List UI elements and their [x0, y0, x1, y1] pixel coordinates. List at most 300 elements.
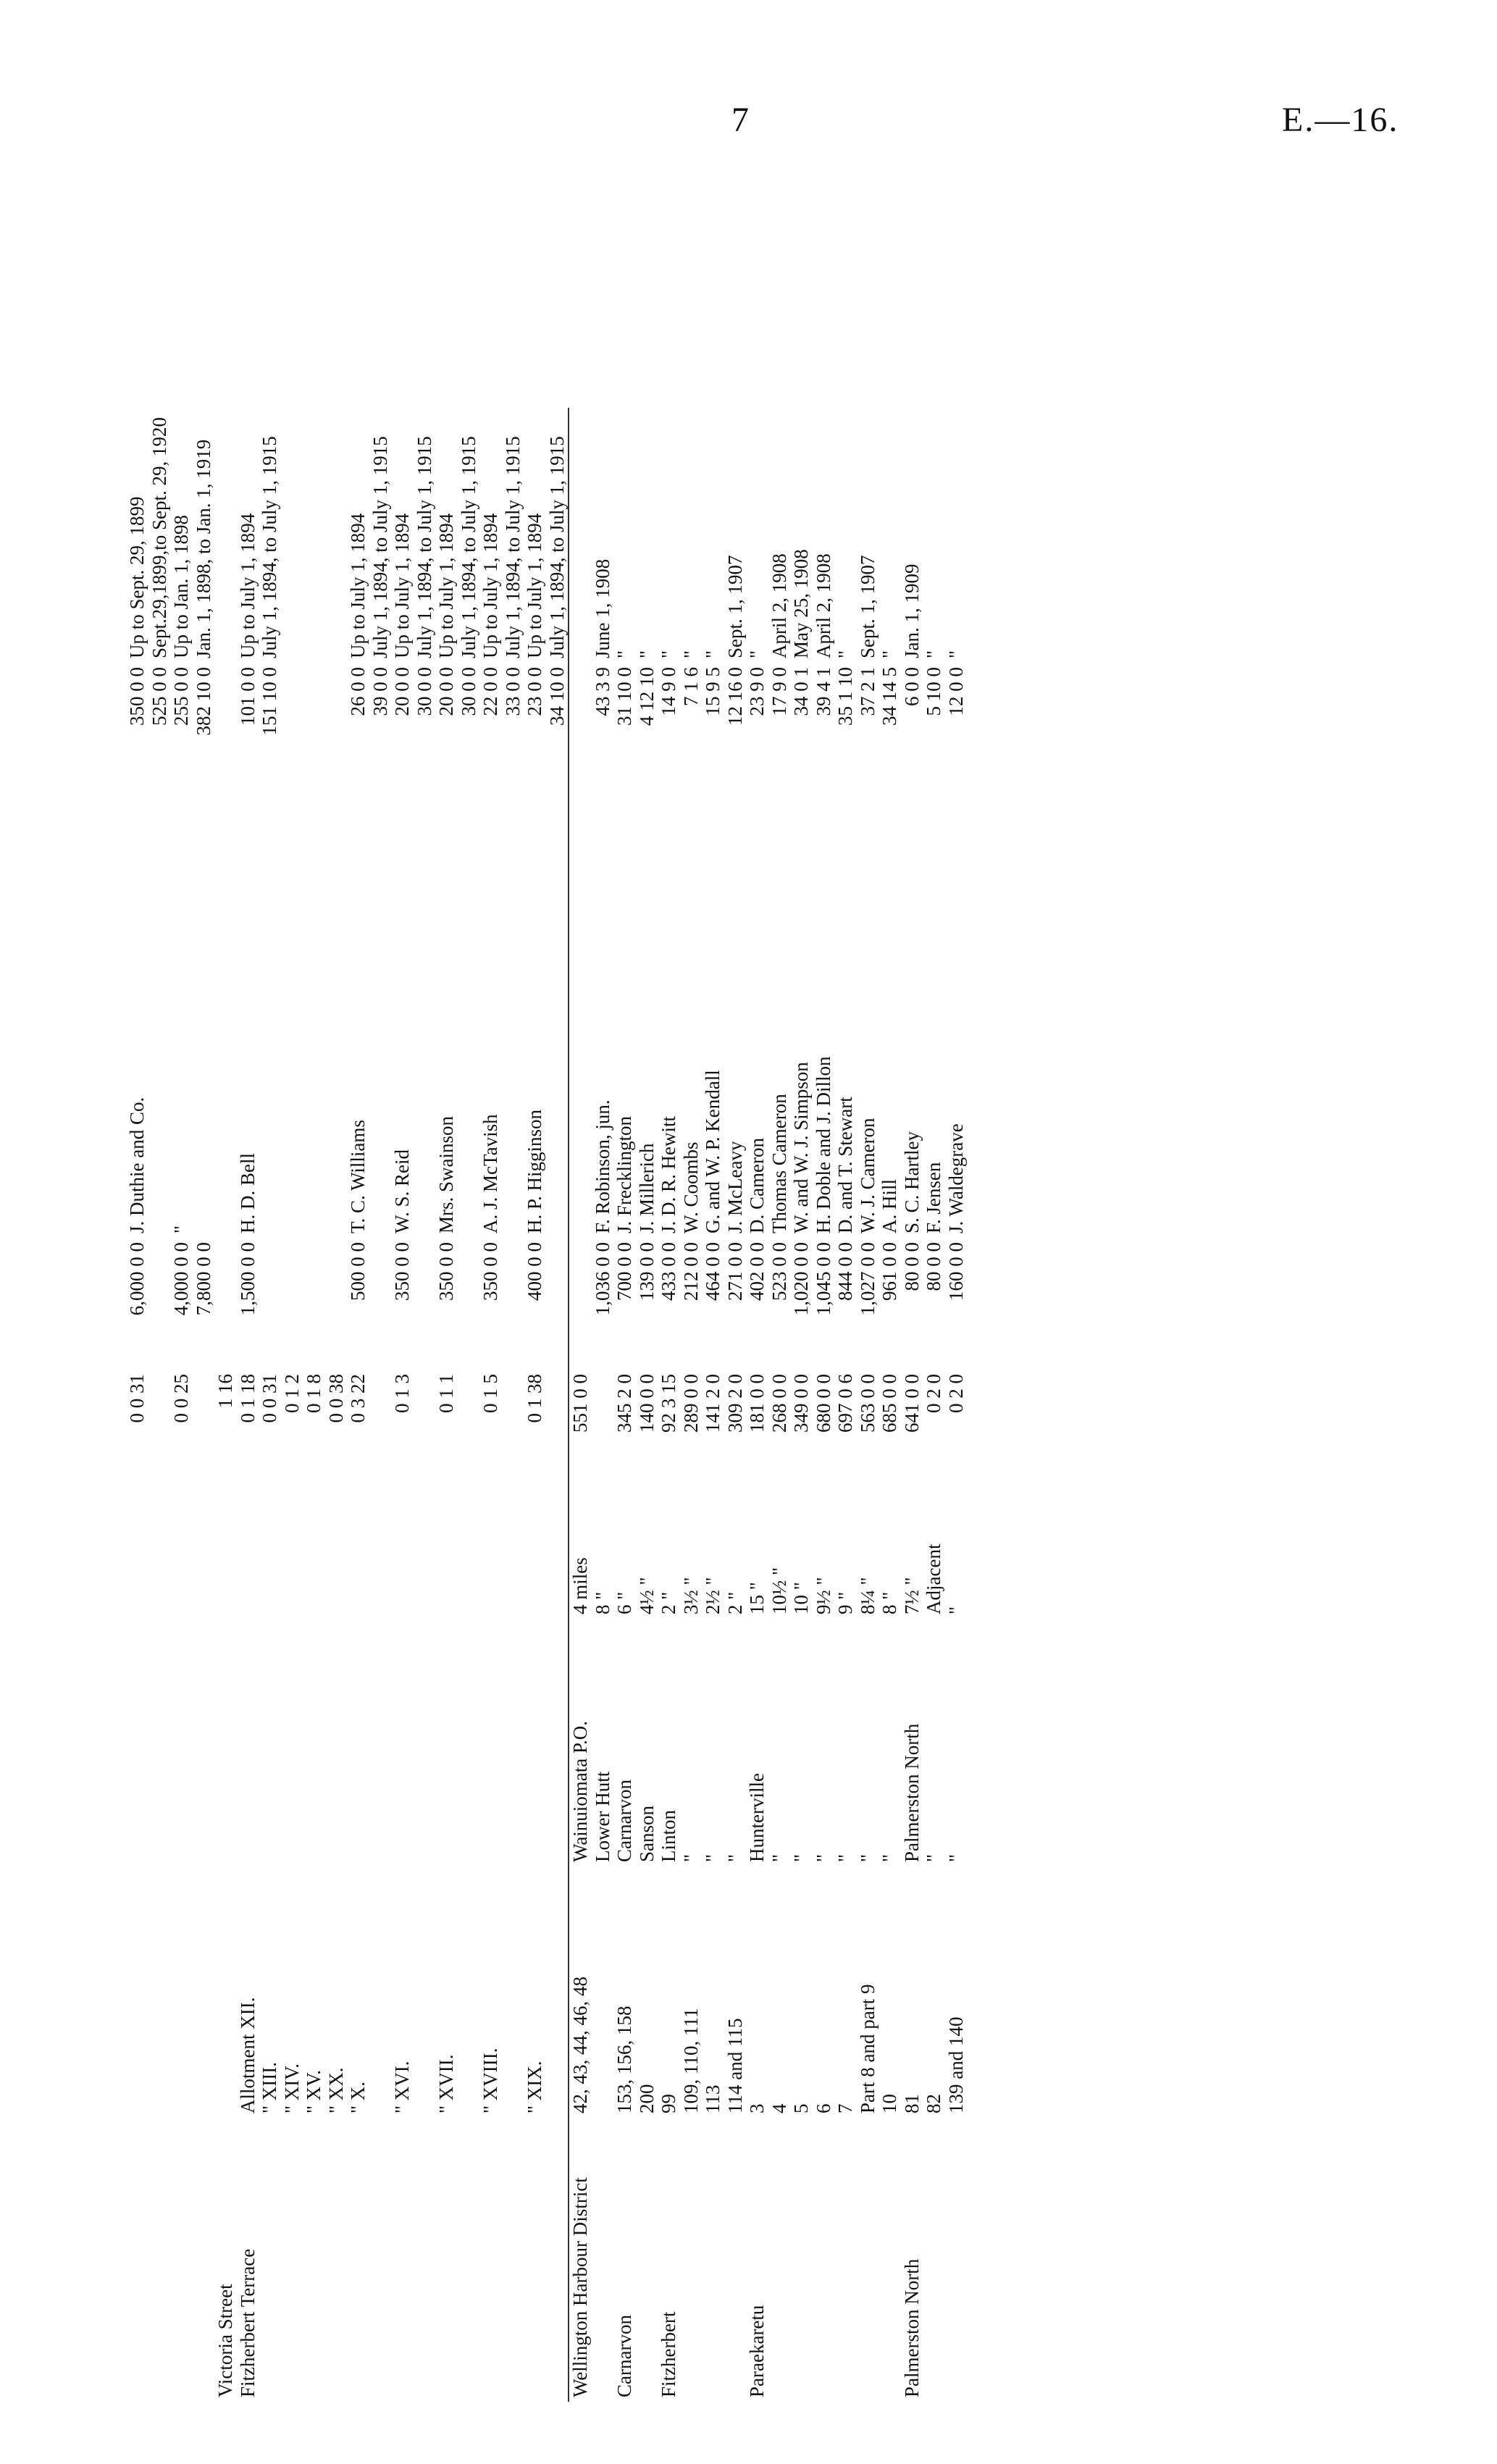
- section-cell: 5: [790, 2103, 812, 2113]
- nearest-town-cell: ": [768, 1853, 790, 1862]
- lessee-cell: J. Frecklington: [613, 1116, 635, 1233]
- distance-cell: 7½ ": [900, 1577, 923, 1614]
- distance-cell: [325, 1501, 348, 1619]
- location-cell: [479, 2118, 502, 2402]
- distance-cell: 2 ": [724, 1591, 746, 1614]
- distance-cell: [259, 1501, 281, 1619]
- distance-cell: [479, 1501, 502, 1619]
- nearest-town-cell: [502, 1619, 524, 1866]
- section-cell: " XIV.: [280, 2063, 303, 2113]
- lessee-cell: [148, 787, 171, 1238]
- nearest-town-cell: Hunterville: [746, 1773, 768, 1862]
- nearest-town-cell: Linton: [658, 1810, 679, 1862]
- value-cell: 1,027 0 0: [856, 1242, 879, 1316]
- table-row: [813, 408, 835, 2402]
- location-cell: [524, 2118, 546, 2402]
- nearest-town-cell: ": [944, 1853, 967, 1862]
- location-cell: Fitzherbert Terrace: [236, 2248, 259, 2397]
- distance-cell: [435, 1501, 458, 1619]
- area-cell: [414, 1370, 436, 1501]
- term-cell: Up to Sept. 29, 1899: [126, 496, 148, 658]
- value-cell: [259, 1238, 281, 1370]
- area-cell: 0 1 38: [524, 1374, 545, 1423]
- value-cell: 400 0 0: [524, 1242, 545, 1301]
- term-cell: July 1, 1894, to July 1, 1915: [457, 436, 479, 658]
- value-cell: [414, 1238, 436, 1370]
- nearest-town-cell: [325, 1619, 348, 1866]
- nearest-town-cell: [347, 1619, 369, 1866]
- distance-cell: [281, 1501, 303, 1619]
- value-cell: [148, 1238, 171, 1370]
- lessee-cell: J. Millerich: [635, 1143, 658, 1233]
- rent-cell: 22 0 0: [479, 667, 501, 716]
- area-cell: 349 0 0: [790, 1374, 812, 1433]
- section-cell: " XVI.: [391, 2061, 413, 2113]
- area-cell: 0 0 31: [126, 1374, 148, 1423]
- lessee-cell: H. D. Bell: [236, 1153, 259, 1233]
- lessee-cell: F. Jensen: [923, 1162, 944, 1233]
- value-cell: [325, 1238, 348, 1370]
- value-cell: 1,036 0 0: [591, 1242, 613, 1316]
- table-row: [479, 408, 502, 2402]
- distance-cell: [303, 1501, 325, 1619]
- lessee-cell: [369, 787, 392, 1238]
- location-cell: [546, 2118, 569, 2402]
- value-cell: 402 0 0: [746, 1242, 768, 1301]
- table-row: [325, 408, 348, 2402]
- section-cell: [414, 1866, 436, 2118]
- term-cell: ": [746, 650, 768, 658]
- location-cell: [879, 2118, 901, 2402]
- section-cell: [592, 1866, 614, 2118]
- distance-cell: 8 ": [591, 1591, 613, 1614]
- area-cell: [193, 1370, 215, 1501]
- value-cell: [369, 1238, 392, 1370]
- distance-cell: 9 ": [834, 1591, 856, 1614]
- table-row: [347, 408, 369, 2402]
- distance-cell: [369, 1501, 392, 1619]
- table-row: [502, 408, 524, 2402]
- rent-cell: 151 10 0: [259, 667, 280, 736]
- rent-cell: 4 12 10: [635, 667, 658, 726]
- rent-cell: 39 4 1: [812, 667, 834, 716]
- term-cell: ": [613, 650, 635, 658]
- area-cell: 289 0 0: [679, 1374, 702, 1433]
- lessee-cell: A. Hill: [879, 1178, 900, 1233]
- rent-cell: 35 1 10: [834, 667, 856, 726]
- section-cell: Part 8 and part 9: [856, 1984, 879, 2113]
- term-cell: ": [658, 650, 679, 658]
- table-row: [148, 408, 171, 2402]
- distance-cell: [193, 1501, 215, 1619]
- area-cell: 685 0 0: [879, 1374, 900, 1433]
- term-cell: Up to July 1, 1894: [524, 513, 545, 658]
- location-cell: [592, 2118, 614, 2402]
- area-cell: [502, 1370, 524, 1501]
- distance-cell: [347, 1501, 369, 1619]
- section-cell: [148, 1866, 171, 2118]
- area-cell: 0 1 5: [479, 1374, 501, 1413]
- lessee-cell: W. S. Reid: [391, 1149, 413, 1233]
- value-cell: 1,020 0 0: [790, 1242, 812, 1316]
- value-cell: [546, 1238, 569, 1370]
- term-cell: ": [702, 650, 724, 658]
- nearest-town-cell: ": [923, 1853, 944, 1862]
- lessee-cell: ": [170, 1225, 192, 1233]
- location-cell: [724, 2118, 747, 2402]
- nearest-town-cell: Sanson: [635, 1805, 658, 1862]
- value-cell: [569, 1238, 592, 1370]
- area-cell: [369, 1370, 392, 1501]
- rent-cell: 5 10 0: [923, 667, 944, 716]
- nearest-town-cell: Carnarvon: [613, 1780, 635, 1862]
- table-row: [126, 408, 148, 2402]
- lessee-cell: A. J. McTavish: [479, 1114, 501, 1233]
- distance-cell: Adjacent: [923, 1543, 944, 1614]
- table-row: [569, 408, 592, 2402]
- nearest-town-cell: [126, 1619, 148, 1866]
- nearest-town-cell: [414, 1619, 436, 1866]
- location-cell: [923, 2118, 945, 2402]
- area-cell: 641 0 0: [900, 1374, 923, 1433]
- rent-cell: [214, 663, 237, 787]
- nearest-town-cell: [281, 1619, 303, 1866]
- area-cell: 181 0 0: [746, 1374, 768, 1433]
- rent-cell: 20 0 0: [391, 667, 413, 716]
- value-cell: 523 0 0: [768, 1242, 790, 1301]
- lessee-cell: Thomas Cameron: [768, 1094, 790, 1233]
- nearest-town-cell: [259, 1619, 281, 1866]
- lessee-cell: [546, 787, 569, 1238]
- distance-cell: [148, 1501, 171, 1619]
- area-cell: 0 0 25: [170, 1374, 192, 1423]
- section-cell: 42, 43, 44, 46, 48: [569, 1866, 592, 2118]
- rent-cell: 23 0 0: [524, 667, 545, 716]
- term-cell: April 2, 1908: [812, 553, 834, 658]
- rent-cell: [303, 663, 325, 787]
- term-cell: May 25, 1908: [790, 549, 812, 658]
- section-cell: " XVIII.: [479, 2048, 501, 2113]
- nearest-town-cell: [170, 1619, 193, 1866]
- area-cell: 345 2 0: [613, 1374, 635, 1433]
- value-cell: 844 0 0: [834, 1242, 856, 1301]
- table-row: [414, 408, 436, 2402]
- table-row: [658, 408, 680, 2402]
- section-cell: 82: [923, 2094, 944, 2113]
- section-cell: 81: [900, 2094, 923, 2113]
- area-cell: 309 2 0: [724, 1374, 746, 1433]
- table-row: [391, 408, 414, 2402]
- section-cell: [458, 1866, 480, 2118]
- area-cell: 92 3 15: [658, 1374, 679, 1433]
- area-cell: 0 1 18: [236, 1374, 259, 1423]
- table-row: [193, 408, 215, 2402]
- term-cell: Sept. 1, 1907: [856, 555, 879, 658]
- rent-cell: 30 0 0: [413, 667, 435, 716]
- area-cell: 1 16: [214, 1374, 236, 1409]
- term-cell: June 1, 1908: [591, 558, 613, 658]
- distance-cell: [170, 1501, 193, 1619]
- term-cell: [281, 408, 303, 663]
- distance-cell: 8 ": [879, 1591, 900, 1614]
- table-row: [901, 408, 923, 2402]
- area-cell: 0 1 8: [303, 1374, 324, 1413]
- nearest-town-cell: ": [679, 1853, 702, 1862]
- table-row: [237, 408, 259, 2402]
- section-cell: [126, 1866, 148, 2118]
- section-cell: " X.: [347, 2081, 369, 2113]
- distance-cell: [502, 1501, 524, 1619]
- distance-cell: ": [944, 1606, 967, 1614]
- table-row: [702, 408, 724, 2402]
- area-cell: [592, 1370, 614, 1501]
- lessee-cell: [414, 787, 436, 1238]
- rent-cell: 34 10 0: [545, 667, 568, 726]
- table-row: [592, 408, 614, 2402]
- distance-cell: 2½ ": [702, 1577, 724, 1614]
- lessee-cell: F. Robinson, jun.: [591, 1099, 613, 1233]
- section-cell: [502, 1866, 524, 2118]
- nearest-town-cell: ": [724, 1853, 746, 1862]
- section-cell: Allotment XII.: [236, 1997, 259, 2113]
- table-row: [636, 408, 658, 2402]
- value-cell: 350 0 0: [435, 1242, 457, 1301]
- section-cell: [170, 1866, 193, 2118]
- rent-cell: 20 0 0: [435, 667, 457, 716]
- value-cell: 80 0 0: [900, 1242, 923, 1291]
- term-cell: [569, 408, 592, 663]
- term-cell: July 1, 1894, to July 1, 1915: [259, 436, 280, 658]
- lessee-cell: J. Waldegrave: [944, 1123, 967, 1233]
- rent-cell: [325, 663, 348, 787]
- value-cell: 433 0 0: [658, 1242, 679, 1301]
- section-cell: [546, 1866, 569, 2118]
- term-cell: ": [679, 650, 702, 658]
- lessee-cell: [193, 787, 215, 1238]
- table-row: [214, 408, 237, 2402]
- term-cell: Up to July 1, 1894: [435, 513, 457, 658]
- section-cell: " XIII.: [259, 2062, 280, 2113]
- value-cell: [214, 1238, 237, 1370]
- lessee-cell: H. P. Higginson: [524, 1109, 545, 1233]
- distance-cell: [237, 1501, 259, 1619]
- term-cell: [214, 408, 237, 663]
- rent-cell: 12 16 0: [724, 667, 746, 726]
- section-cell: 6: [812, 2103, 834, 2113]
- nearest-town-cell: ": [790, 1853, 812, 1862]
- nearest-town-cell: Wainuiomata P.O.: [569, 1619, 592, 1866]
- location-cell: [281, 2118, 303, 2402]
- area-cell: [458, 1370, 480, 1501]
- location-cell: [435, 2118, 458, 2402]
- term-cell: Sept.29,1899,to Sept. 29, 1920: [148, 416, 170, 658]
- location-cell: Paraekaretu: [746, 2305, 768, 2397]
- lessee-cell: S. C. Hartley: [900, 1131, 923, 1233]
- table-row: [879, 408, 901, 2402]
- value-cell: 1,045 0 0: [812, 1242, 834, 1316]
- nearest-town-cell: [303, 1619, 325, 1866]
- location-cell: Victoria Street: [214, 2284, 236, 2397]
- area-cell: 680 0 0: [812, 1374, 834, 1433]
- term-cell: ": [923, 650, 944, 658]
- location-cell: [857, 2118, 879, 2402]
- value-cell: [281, 1238, 303, 1370]
- section-cell: 3: [746, 2103, 768, 2113]
- distance-cell: 4½ ": [635, 1577, 658, 1614]
- value-cell: 6,000 0 0: [126, 1242, 148, 1316]
- term-cell: July 1, 1894, to July 1, 1915: [545, 436, 568, 658]
- location-cell: [458, 2118, 480, 2402]
- area-cell: 0 2 0: [944, 1374, 967, 1413]
- rent-cell: 14 9 0: [658, 667, 679, 716]
- distance-cell: 15 ": [746, 1582, 768, 1614]
- nearest-town-cell: Lower Hutt: [591, 1771, 613, 1862]
- lessee-cell: W. J. Cameron: [856, 1118, 879, 1233]
- rent-cell: 34 14 5: [879, 667, 900, 726]
- nearest-town-cell: [214, 1619, 237, 1866]
- location-cell: [945, 2118, 968, 2402]
- lessee-cell: [325, 787, 348, 1238]
- lessee-cell: H. Doble and J. Dillon: [812, 1056, 834, 1233]
- location-cell: Fitzherbert: [658, 2311, 679, 2397]
- table-row: [303, 408, 325, 2402]
- table-row: [923, 408, 945, 2402]
- area-cell: [546, 1370, 569, 1501]
- nearest-town-cell: [479, 1619, 502, 1866]
- table-row: [680, 408, 703, 2402]
- distance-cell: [414, 1501, 436, 1619]
- distance-cell: [391, 1501, 414, 1619]
- area-cell: 268 0 0: [768, 1374, 790, 1433]
- lessee-cell: J. D. R. Hewitt: [658, 1116, 679, 1233]
- location-cell: [702, 2118, 724, 2402]
- section-cell: 139 and 140: [944, 2016, 967, 2113]
- nearest-town-cell: [148, 1619, 171, 1866]
- rent-cell: 255 0 0: [170, 667, 192, 726]
- section-cell: 153, 156, 158: [613, 2006, 635, 2113]
- location-cell: [259, 2118, 281, 2402]
- table-row: [524, 408, 546, 2402]
- location-cell: [170, 2118, 193, 2402]
- location-cell: [834, 2118, 857, 2402]
- value-cell: 1,500 0 0: [236, 1242, 259, 1316]
- table-row: [259, 408, 281, 2402]
- location-cell: [369, 2118, 392, 2402]
- area-cell: 0 3 22: [347, 1374, 369, 1423]
- area-cell: 140 0 0: [635, 1374, 658, 1433]
- term-cell: ": [635, 650, 658, 658]
- value-cell: 500 0 0: [347, 1242, 369, 1301]
- nearest-town-cell: [391, 1619, 414, 1866]
- location-cell: [414, 2118, 436, 2402]
- lessee-cell: G. and W. P. Kendall: [702, 1070, 724, 1233]
- term-cell: Up to July 1, 1894: [479, 513, 501, 658]
- term-cell: Sept. 1, 1907: [724, 555, 746, 658]
- area-cell: 551 0 0: [569, 1370, 592, 1501]
- location-cell: Palmerston North: [900, 2258, 923, 2397]
- lease-table-body: [126, 408, 967, 2402]
- table-row: [790, 408, 813, 2402]
- area-cell: 141 2 0: [702, 1374, 724, 1433]
- section-cell: 7: [834, 2103, 856, 2113]
- table-row: [281, 408, 303, 2402]
- rent-cell: 34 0 1: [790, 667, 812, 716]
- rent-cell: 26 0 0: [347, 667, 369, 716]
- table-row: [768, 408, 791, 2402]
- distance-cell: [546, 1501, 569, 1619]
- table-row: [369, 408, 392, 2402]
- distance-cell: 8¼ ": [856, 1577, 879, 1614]
- rent-cell: 43 3 9: [591, 667, 613, 716]
- table-row: [945, 408, 968, 2402]
- section-cell: 114 and 115: [724, 2018, 746, 2113]
- rent-cell: 350 0 0: [126, 667, 148, 726]
- section-cell: 200: [635, 2084, 658, 2113]
- nearest-town-cell: [524, 1619, 546, 1866]
- value-cell: [458, 1238, 480, 1370]
- location-cell: [347, 2118, 369, 2402]
- value-cell: 160 0 0: [944, 1242, 967, 1301]
- page-number: 7: [731, 101, 749, 139]
- term-cell: Up to July 1, 1894: [347, 513, 369, 658]
- area-cell: 0 0 38: [324, 1374, 347, 1423]
- nearest-town-cell: [193, 1619, 215, 1866]
- location-cell: [790, 2118, 813, 2402]
- distance-cell: 10 ": [790, 1582, 812, 1614]
- lessee-cell: [458, 787, 480, 1238]
- rent-cell: 525 0 0: [148, 667, 170, 726]
- rent-cell: 7 1 6: [679, 667, 702, 706]
- lease-table: [126, 408, 967, 2402]
- nearest-town-cell: [435, 1619, 458, 1866]
- area-cell: 0 1 3: [391, 1374, 413, 1413]
- section-cell: " XX.: [324, 2067, 347, 2113]
- rent-cell: 382 10 0: [192, 667, 214, 736]
- lessee-cell: W. and W. J. Simpson: [790, 1062, 812, 1233]
- location-cell: [391, 2118, 414, 2402]
- rent-cell: [569, 663, 592, 787]
- value-cell: 350 0 0: [479, 1242, 501, 1301]
- term-cell: Up to July 1, 1894: [236, 513, 259, 658]
- section-cell: [214, 1866, 237, 2118]
- distance-cell: 10½ ": [768, 1567, 790, 1614]
- area-cell: 0 1 2: [280, 1374, 303, 1413]
- area-cell: 0 1 1: [435, 1374, 457, 1413]
- rent-cell: 37 2 1: [856, 667, 879, 716]
- value-cell: 271 0 0: [724, 1242, 746, 1301]
- location-cell: [680, 2118, 703, 2402]
- nearest-town-cell: ": [812, 1853, 834, 1862]
- lessee-cell: [502, 787, 524, 1238]
- nearest-town-cell: [458, 1619, 480, 1866]
- lessee-cell: [569, 787, 592, 1238]
- section-cell: 113: [702, 2084, 724, 2113]
- term-cell: [325, 408, 348, 663]
- location-cell: [325, 2118, 348, 2402]
- value-cell: 139 0 0: [635, 1242, 658, 1301]
- term-cell: July 1, 1894, to July 1, 1915: [413, 436, 435, 658]
- nearest-town-cell: ": [879, 1853, 900, 1862]
- location-cell: Carnarvon: [613, 2315, 635, 2397]
- term-cell: July 1, 1894, to July 1, 1915: [501, 436, 524, 658]
- lessee-cell: D. and T. Stewart: [834, 1097, 856, 1233]
- value-cell: 212 0 0: [679, 1242, 702, 1301]
- table-row: [546, 408, 569, 2402]
- section-cell: [369, 1866, 392, 2118]
- rent-cell: 12 0 0: [944, 667, 967, 716]
- lessee-cell: J. McLeavy: [724, 1141, 746, 1233]
- table-row: [834, 408, 857, 2402]
